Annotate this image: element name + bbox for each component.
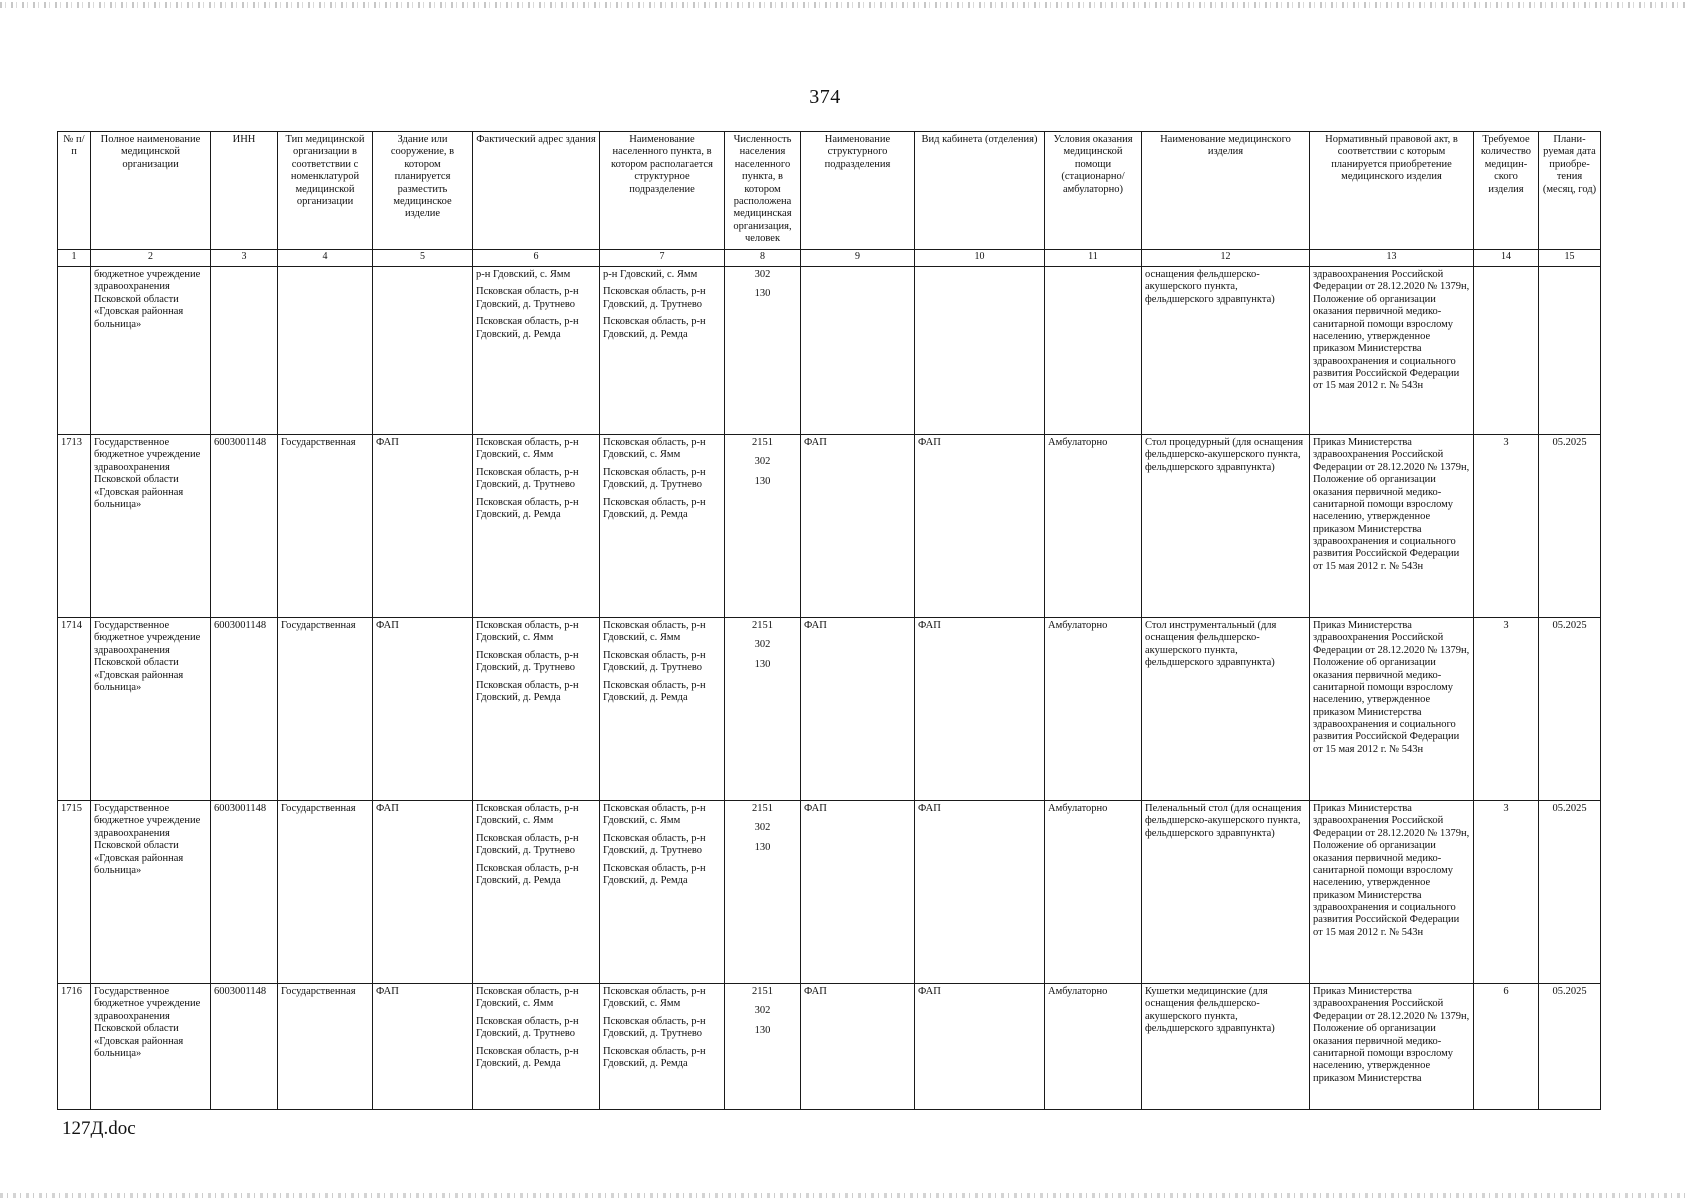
cell-act: здравоохранения Российской Федерации от 28.12.2020 № 1379н, Положение об организации оказания первичной медико-санитарной помощи взрослому населению, утвержденное приказом Министерства здравоохранения и социального развития Российской Федерации от 15 мая 2012 г. № 543н	[1310, 267, 1474, 435]
header-cell: Полное наименование медицинской организации	[91, 132, 211, 250]
column-number: 3	[211, 250, 278, 267]
cell-address	[473, 267, 600, 435]
cell-qty: 3	[1474, 618, 1539, 801]
cell-inn: 6003001148	[211, 435, 278, 618]
header-cell: Наименование населенного пункта, в котором располагается структурное подразделение	[600, 132, 725, 250]
cell-org: Государственное бюджетное учреждение здравоохранения Псковской области «Гдовская районная больница»	[91, 801, 211, 984]
header-cell: Тип медицинской организации в соответствии с номенклатурой медицинской организации	[278, 132, 373, 250]
place-line: Псковская область, р-н Гдовский, с. Ямм	[603, 437, 706, 461]
address-line: Псковская область, р-н Гдовский, д. Трутнево	[476, 649, 579, 674]
cell-place	[600, 801, 725, 984]
cell-type	[278, 267, 373, 435]
cell-qty	[1474, 267, 1539, 435]
place-line: Псковская область, р-н Гдовский, с. Ямм	[603, 986, 706, 1010]
address-line: р-н Гдовский, с. Ямм	[476, 269, 571, 280]
cell-unit: ФАП	[801, 801, 915, 984]
header-cell: Требуемое количество медицин-ского изделия	[1474, 132, 1539, 250]
cell-conditions	[1045, 267, 1142, 435]
header-cell: Плани-руемая дата приобре-тения (месяц, год)	[1539, 132, 1601, 250]
column-number: 8	[725, 250, 801, 267]
population-value: 2151	[752, 986, 773, 997]
population-value: 130	[754, 1024, 771, 1036]
column-number: 12	[1142, 250, 1310, 267]
cell-inn: 6003001148	[211, 801, 278, 984]
column-number: 11	[1045, 250, 1142, 267]
cell-date: 05.2025	[1539, 435, 1601, 618]
header-cell: ИНН	[211, 132, 278, 250]
cell-act: Приказ Министерства здравоохранения Российской Федерации от 28.12.2020 № 1379н, Положение об организации оказания первичной медико-санитарной помощи взрослому населению, утвержденное приказом Министерства здравоохранения и социального развития Российской Федерации от 15 мая 2012 г. № 543н	[1310, 618, 1474, 801]
cell-place	[600, 435, 725, 618]
cell-device: Стол процедурный (для оснащения фельдшерско-акушерского пункта, фельдшерского здравпункта)	[1142, 435, 1310, 618]
address-line: Псковская область, р-н Гдовский, с. Ямм	[476, 620, 579, 644]
scan-edge-top	[0, 2, 1686, 8]
column-number: 2	[91, 250, 211, 267]
cell-unit: ФАП	[801, 618, 915, 801]
place-line: Псковская область, р-н Гдовский, д. Трутнево	[603, 1015, 706, 1040]
cell-conditions: Амбулаторно	[1045, 618, 1142, 801]
cell-device: Кушетки медицинские (для оснащения фельдшерско-акушерского пункта, фельдшерского здравпункта)	[1142, 984, 1310, 1110]
table-row	[58, 435, 1601, 618]
address-line: Псковская область, р-н Гдовский, д. Ремда	[476, 316, 579, 340]
cell-place	[600, 618, 725, 801]
cell-conditions: Амбулаторно	[1045, 435, 1142, 618]
cell-building: ФАП	[373, 984, 473, 1110]
cell-population	[725, 984, 801, 1110]
cell-device: Пеленальный стол (для оснащения фельдшерско-акушерского пункта, фельдшерского здравпункта)	[1142, 801, 1310, 984]
header-cell: Вид кабинета (отделения)	[915, 132, 1045, 250]
table-row	[58, 618, 1601, 801]
population-value: 302	[754, 1005, 771, 1017]
place-line: Псковская область, р-н Гдовский, д. Трутнево	[603, 832, 706, 857]
address-line: Псковская область, р-н Гдовский, д. Ремда	[476, 1045, 579, 1069]
page-number: 374	[809, 86, 841, 108]
cell-date: 05.2025	[1539, 618, 1601, 801]
cell-cabinet	[915, 267, 1045, 435]
column-number: 10	[915, 250, 1045, 267]
population-value: 302	[754, 822, 771, 834]
address-line: Псковская область, р-н Гдовский, с. Ямм	[476, 986, 579, 1010]
place-line: р-н Гдовский, с. Ямм	[603, 269, 698, 280]
cell-place	[600, 267, 725, 435]
place-line: Псковская область, р-н Гдовский, с. Ямм	[603, 803, 706, 827]
cell-qty: 3	[1474, 801, 1539, 984]
cell-building: ФАП	[373, 435, 473, 618]
cell-qty: 3	[1474, 435, 1539, 618]
cell-num: 1713	[58, 435, 91, 618]
population-value: 302	[754, 269, 771, 280]
cell-date	[1539, 267, 1601, 435]
cell-unit: ФАП	[801, 435, 915, 618]
cell-num	[58, 267, 91, 435]
column-number: 6	[473, 250, 600, 267]
header-row	[58, 132, 1601, 250]
population-value: 2151	[752, 803, 773, 814]
address-line: Псковская область, р-н Гдовский, д. Трутнево	[476, 832, 579, 857]
population-value: 130	[754, 475, 771, 487]
population-value: 2151	[752, 437, 773, 448]
cell-num: 1714	[58, 618, 91, 801]
cell-org: бюджетное учреждение здравоохранения Псковской области «Гдовская районная больница»	[91, 267, 211, 435]
address-line: Псковская область, р-н Гдовский, д. Ремда	[476, 862, 579, 886]
scan-edge-bottom	[0, 1193, 1686, 1198]
column-number: 5	[373, 250, 473, 267]
cell-device: оснащения фельдшерско-акушерского пункта, фельдшерского здравпункта)	[1142, 267, 1310, 435]
place-line: Псковская область, р-н Гдовский, д. Ремда	[603, 1045, 706, 1069]
cell-population	[725, 435, 801, 618]
population-value: 130	[754, 288, 771, 300]
cell-address	[473, 435, 600, 618]
cell-num: 1715	[58, 801, 91, 984]
cell-population	[725, 618, 801, 801]
address-line: Псковская область, р-н Гдовский, д. Ремда	[476, 496, 579, 520]
cell-cabinet: ФАП	[915, 618, 1045, 801]
cell-building	[373, 267, 473, 435]
place-line: Псковская область, р-н Гдовский, д. Ремда	[603, 496, 706, 520]
cell-population	[725, 267, 801, 435]
header-cell: Нормативный правовой акт, в соответствии с которым планируется приобретение медицинского изделия	[1310, 132, 1474, 250]
cell-building: ФАП	[373, 801, 473, 984]
column-number: 14	[1474, 250, 1539, 267]
header-cell: Наименование структурного подразделения	[801, 132, 915, 250]
cell-inn: 6003001148	[211, 618, 278, 801]
header-cell: № п/п	[58, 132, 91, 250]
header-cell: Условия оказания медицинской помощи (стационарно/ амбулаторно)	[1045, 132, 1142, 250]
place-line: Псковская область, р-н Гдовский, д. Ремда	[603, 316, 706, 340]
cell-act: Приказ Министерства здравоохранения Российской Федерации от 28.12.2020 № 1379н, Положение об организации оказания первичной медико-санитарной помощи взрослому населению, утвержденное приказом Министерства здравоохранения и социального развития Российской Федерации от 15 мая 2012 г. № 543н	[1310, 801, 1474, 984]
document-filename: 127Д.doc	[62, 1118, 136, 1139]
cell-act: Приказ Министерства здравоохранения Российской Федерации от 28.12.2020 № 1379н, Положение об организации оказания первичной медико-санитарной помощи взрослому населению, утвержденное приказом Министерства	[1310, 984, 1474, 1110]
cell-org: Государственное бюджетное учреждение здравоохранения Псковской области «Гдовская районная больница»	[91, 435, 211, 618]
place-line: Псковская область, р-н Гдовский, д. Трутнево	[603, 466, 706, 491]
address-line: Псковская область, р-н Гдовский, с. Ямм	[476, 437, 579, 461]
cell-org: Государственное бюджетное учреждение здравоохранения Псковской области «Гдовская районная больница»	[91, 618, 211, 801]
place-line: Псковская область, р-н Гдовский, д. Трутнево	[603, 286, 706, 310]
cell-address	[473, 618, 600, 801]
place-line: Псковская область, р-н Гдовский, д. Ремда	[603, 679, 706, 703]
table-row	[58, 984, 1601, 1110]
cell-qty: 6	[1474, 984, 1539, 1110]
table-row-continuation	[58, 267, 1601, 435]
cell-type: Государственная	[278, 984, 373, 1110]
cell-type: Государственная	[278, 801, 373, 984]
cell-building: ФАП	[373, 618, 473, 801]
registry-table	[57, 131, 1601, 1110]
cell-conditions: Амбулаторно	[1045, 801, 1142, 984]
cell-population	[725, 801, 801, 984]
place-line: Псковская область, р-н Гдовский, с. Ямм	[603, 620, 706, 644]
cell-org: Государственное бюджетное учреждение здравоохранения Псковской области «Гдовская районная больница»	[91, 984, 211, 1110]
cell-date: 05.2025	[1539, 801, 1601, 984]
cell-act: Приказ Министерства здравоохранения Российской Федерации от 28.12.2020 № 1379н, Положение об организации оказания первичной медико-санитарной помощи взрослому населению, утвержденное приказом Министерства здравоохранения и социального развития Российской Федерации от 15 мая 2012 г. № 543н	[1310, 435, 1474, 618]
header-cell: Наименование медицинского изделия	[1142, 132, 1310, 250]
header-cell: Численность населения населенного пункта, в котором расположена медицинская организация, человек	[725, 132, 801, 250]
place-line: Псковская область, р-н Гдовский, д. Ремда	[603, 862, 706, 886]
column-number: 4	[278, 250, 373, 267]
population-value: 130	[754, 658, 771, 670]
address-line: Псковская область, р-н Гдовский, д. Ремда	[476, 679, 579, 703]
header-cell: Здание или сооружение, в котором планируется разместить медицинское изделие	[373, 132, 473, 250]
cell-unit: ФАП	[801, 984, 915, 1110]
column-number-row	[58, 250, 1601, 267]
column-number: 7	[600, 250, 725, 267]
population-value: 302	[754, 639, 771, 651]
cell-cabinet: ФАП	[915, 435, 1045, 618]
cell-device: Стол инструментальный (для оснащения фельдшерско-акушерского пункта, фельдшерского здравпункта)	[1142, 618, 1310, 801]
place-line: Псковская область, р-н Гдовский, д. Трутнево	[603, 649, 706, 674]
table-row	[58, 801, 1601, 984]
address-line: Псковская область, р-н Гдовский, д. Трутнево	[476, 1015, 579, 1040]
population-value: 130	[754, 841, 771, 853]
cell-address	[473, 801, 600, 984]
cell-inn: 6003001148	[211, 984, 278, 1110]
column-number: 1	[58, 250, 91, 267]
address-line: Псковская область, р-н Гдовский, д. Трутнево	[476, 286, 579, 310]
cell-inn	[211, 267, 278, 435]
cell-unit	[801, 267, 915, 435]
population-value: 2151	[752, 620, 773, 631]
address-line: Псковская область, р-н Гдовский, д. Трутнево	[476, 466, 579, 491]
cell-num: 1716	[58, 984, 91, 1110]
cell-place	[600, 984, 725, 1110]
column-number: 15	[1539, 250, 1601, 267]
cell-conditions: Амбулаторно	[1045, 984, 1142, 1110]
address-line: Псковская область, р-н Гдовский, с. Ямм	[476, 803, 579, 827]
cell-address	[473, 984, 600, 1110]
cell-cabinet: ФАП	[915, 984, 1045, 1110]
column-number: 13	[1310, 250, 1474, 267]
cell-type: Государственная	[278, 435, 373, 618]
cell-cabinet: ФАП	[915, 801, 1045, 984]
cell-date: 05.2025	[1539, 984, 1601, 1110]
cell-type: Государственная	[278, 618, 373, 801]
header-cell: Фактический адрес здания	[473, 132, 600, 250]
column-number: 9	[801, 250, 915, 267]
population-value: 302	[754, 456, 771, 468]
